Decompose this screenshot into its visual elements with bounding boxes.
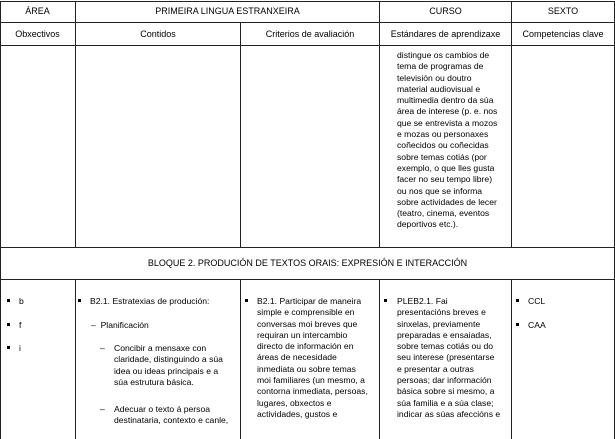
text-line: e mozas ou personaxes xyxy=(397,129,489,140)
text-line: inmediata ou sobre temas xyxy=(257,363,356,374)
block-title: BLOQUE 2. PRODUCIÓN DE TEXTOS ORAIS: EXPRESIÓN E INTERACCIÓN xyxy=(147,258,468,268)
text-line: súa estrutura básica. xyxy=(114,376,194,387)
block-top-divider xyxy=(0,247,615,248)
text-line: claridade, distinguindo a súa xyxy=(114,354,223,365)
table-border-left xyxy=(0,1,1,439)
text-line: distingue os cambios de xyxy=(397,50,490,60)
planning-item-text xyxy=(114,343,238,388)
bullet-icon xyxy=(7,299,10,302)
text-line: sinxelas, previamente xyxy=(397,318,481,329)
colheader-competences: Competencias clave xyxy=(522,29,604,39)
bullet-icon xyxy=(78,299,81,302)
text-line: (teatro, cinema, eventos xyxy=(397,208,490,219)
text-line: súa familia e a súa clase; xyxy=(397,397,494,408)
bullet-icon xyxy=(7,323,10,326)
colheader-contents: Contidos xyxy=(140,29,176,39)
col-divider-3 xyxy=(379,279,380,439)
col-divider-4 xyxy=(511,279,512,439)
text-line: simple e comprensible en xyxy=(257,307,355,318)
col-divider-2 xyxy=(240,279,241,439)
text-line: destinataria, contexto e canle, xyxy=(114,415,229,426)
text-line: conversas moi breves que xyxy=(257,318,358,329)
text-line: multimedia dentro da súa xyxy=(397,95,494,106)
text-line: básica sobre si mesmo, a xyxy=(397,386,495,397)
text-line: preparadas e ensaiadas, xyxy=(397,329,492,340)
course-label: CURSO xyxy=(429,6,462,16)
text-line: lugares, obxectos e xyxy=(257,397,332,408)
text-line: directo de información en xyxy=(257,341,354,352)
text-line: B2.1. Participar de maneira xyxy=(257,296,362,306)
text-line: idea ou ideas principais e a xyxy=(114,365,219,376)
col-divider-2 xyxy=(240,22,241,247)
text-line: deportivos etc.). xyxy=(397,219,459,230)
text-line: Concibir a mensaxe con xyxy=(114,343,207,353)
text-line: área de interese (p. e. nos xyxy=(397,106,498,117)
header-divider xyxy=(0,22,615,23)
colheader-criteria: Criterios de avaliación xyxy=(265,29,355,39)
planning-label: – Planificación xyxy=(91,320,149,330)
text-line: áreas de necesidade xyxy=(257,352,337,363)
criteria-text xyxy=(257,296,377,420)
text-line: contorna inmediata, persoas, xyxy=(257,386,368,397)
col-divider-1 xyxy=(75,279,76,439)
bullet-icon xyxy=(245,299,248,302)
continued-standard-text xyxy=(397,50,509,231)
text-line: que se entrevista a mozos xyxy=(397,117,498,128)
text-line: sobre actividades de lecer xyxy=(397,196,497,207)
text-line: persoas; dar información xyxy=(397,375,492,386)
standard-text xyxy=(397,296,509,420)
text-line: Adecuar o texto á persoa xyxy=(114,404,211,414)
text-line: presentacións breves e xyxy=(397,307,486,318)
bullet-icon xyxy=(516,299,519,302)
dash-icon: – xyxy=(91,320,96,330)
text-line: televisión ou doutro xyxy=(397,72,472,83)
bullet-icon xyxy=(7,346,10,349)
planning-item-text xyxy=(114,404,238,427)
table-border-top xyxy=(0,1,615,2)
colheader-divider xyxy=(0,45,615,46)
text-line: seu interese (presentarse xyxy=(397,352,495,363)
text-line: indicar as súas afeccións e xyxy=(397,408,501,419)
text-line: sobre temas cotiás (por xyxy=(397,151,487,162)
bullet-icon xyxy=(516,323,519,326)
col-divider-1 xyxy=(75,22,76,247)
course-value: SEXTO xyxy=(547,6,579,16)
text-line: coñecidos ou coñecidas xyxy=(397,140,489,151)
text-line: sobre temas cotiás ou do xyxy=(397,341,494,352)
dash-icon: – xyxy=(100,343,105,353)
text-line: e presentar a outras xyxy=(397,363,474,374)
text-line: PLEB2.1. Fai xyxy=(397,296,448,306)
text-line: exemplo, o que lles gusta xyxy=(397,162,495,173)
colheader-standards: Estándares de aprendizaxe xyxy=(390,29,501,39)
subject-title: PRIMEIRA LINGUA ESTRANXEIRA xyxy=(155,6,300,16)
planning-item xyxy=(100,343,105,354)
text-line: tema de programas de xyxy=(397,61,484,72)
text-line: facer no seu tempo libre) xyxy=(397,174,493,185)
dash-icon: – xyxy=(100,404,105,414)
text-line: material audiovisual e xyxy=(397,83,481,94)
text-line: ou nos que se informa xyxy=(397,185,483,196)
planning-item xyxy=(100,404,105,415)
area-label: ÁREA xyxy=(25,6,50,16)
colheader-objectives: Obxectivos xyxy=(15,29,60,39)
curriculum-table: ÁREA PRIMEIRA LINGUA ESTRANXEIRA CURSO SEXTO Obxectivos Contidos Criterios de avaliación Estándares de aprendizaxe Competencias clave distingue os cambios de tema de programas de televisión ou doutro material audiovisual e multimedia dentro da súa área de interese (p. e. nos que se entrevista a mozos e mozas ou personaxes coñecidos ou coñecidas sobre temas cotiás (por exemplo, o que lles gusta facer no seu tempo libre) ou nos que se informa sobre actividades de lecer (teatro, cinema, eventos deportivos etc.). BLOQUE 2. PRODUCIÓN DE TEXTOS ORAIS: EXPRESIÓN E INTERACCIÓN b f i B2.1. Estratexias de produción: – Planificación – Concibir a mensaxe con claridade, distinguindo a súa idea ou ideas principais e a súa estrutura básica. – Adecuar o texto á persoa destinataria, contexto e canle, B2.1. Participar de maneira simple e comprensible en conversas moi breves que requiran un intercambio directo de información en áreas de necesidade inmediata ou sobre temas moi familiares (un mesmo, a contorna inmediata, persoas, lugares, obxectos e actividades, gustos e PLEB2.1. Fai presentacións breves e sinxelas, previamente preparadas e ensaiadas, sobre temas cotiás ou do seu interese (presentarse e presentar a outras persoas; dar información básica sobre si mesmo, a súa familia e a súa clase; indicar as súas afeccións e CCL CAA xyxy=(0,0,615,439)
text-line: requiran un intercambio xyxy=(257,329,348,340)
text-line: actividades, gustos e xyxy=(257,408,338,419)
text-line: moi familiares (un mesmo, a xyxy=(257,375,365,386)
bullet-icon xyxy=(384,299,387,302)
block-bottom-divider xyxy=(0,279,615,280)
